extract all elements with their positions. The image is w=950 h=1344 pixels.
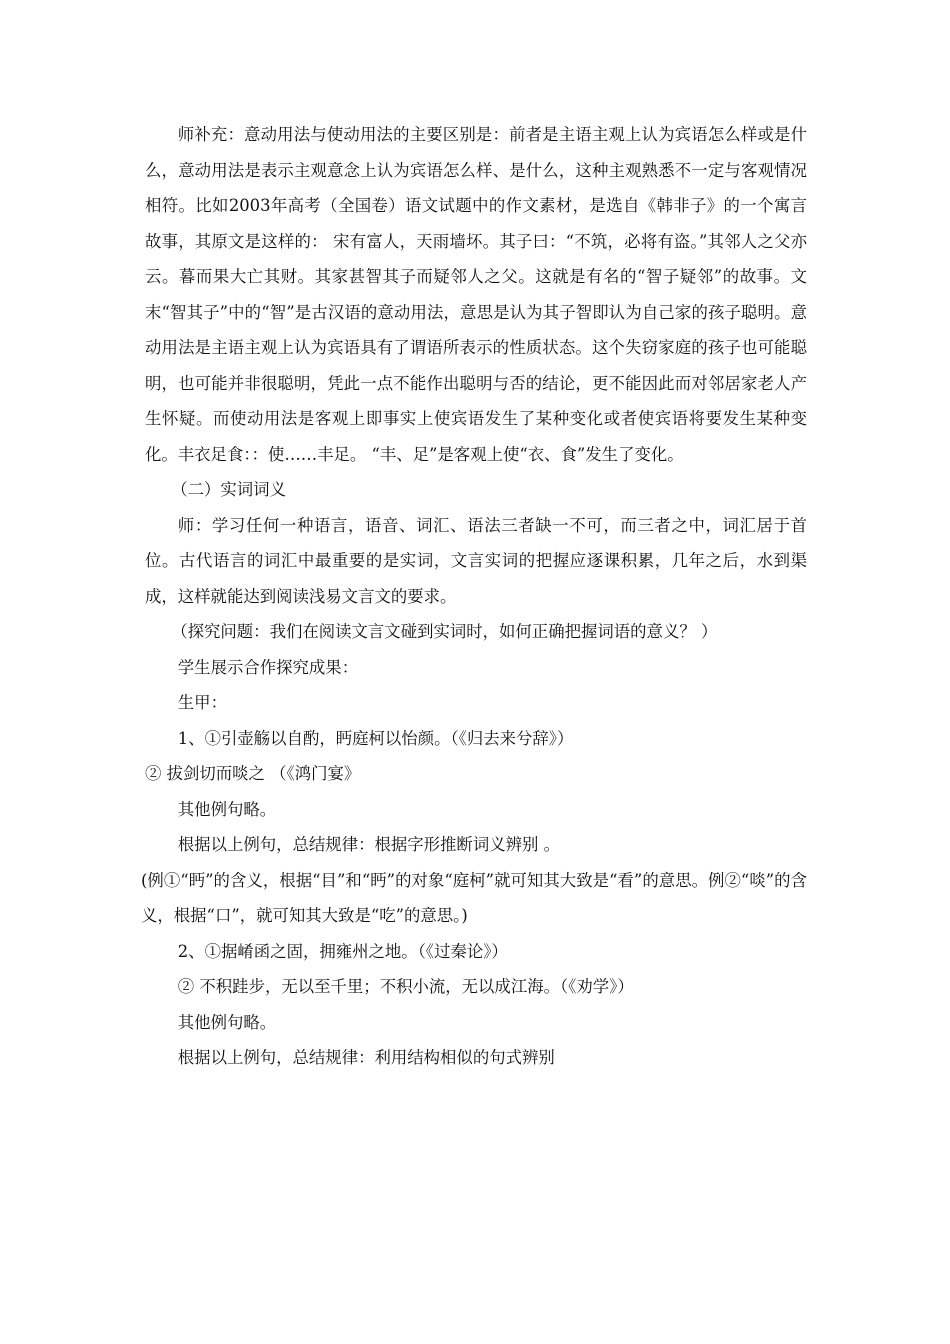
example-2-2: ② 不积跬步，无以至千里；不积小流，无以成江海。（《劝学》） <box>177 977 634 996</box>
paragraph-teacher-vocabulary: 师：学习任何一种语言，语音、词汇、语法三者缺一不可，而三者之中，词汇居于首位。古代语言的词汇中最重要的是实词，文言实词的把握应逐课积累，几年之后，水到渠成，这样就能达到阅读浅易文言文的要求。 <box>145 515 807 606</box>
paragraph-inquiry-question: （探究问题：我们在阅读文言文碰到实词时，如何正确把握词语的意义？ ） <box>171 622 718 641</box>
paragraph-student-results: 学生展示合作探究成果： <box>177 657 359 677</box>
paragraph-student-a: 生甲： <box>177 693 227 712</box>
paragraph-supplement: 师补充：意动用法与使动用法的主要区别是：前者是主语主观上认为宾语怎么样或是什么，意动用法是表示主观意念上认为宾语怎么样、是什么，这种主观熟悉不一定与客观情况相符。比如2003年高考（全国卷）语文试题中的作文素材，是选自《韩非子》的一个寓言故事，其原文是这样的： 宋有富人，天雨墙坏。其子曰：“不筑，必将有盗。”其邻人之父亦云。暮而果大亡其财。其家甚智其子而疑邻人之父。这就是有名的“智子疑邻”的故事。文末“智其子”中的“智”是古汉语的意动用法，意思是认为其子智即认为自己家的孩子聪明。意动用法是主语主观上认为宾语具有了谓语所表示的性质状态。这个失窃家庭的孩子也可能聪明，也可能并非很聪明，凭此一点不能作出聪明与否的结论，更不能因此而对邻居家老人产生怀疑。而使动用法是客观上即事实上使宾语发生了某种变化或者使宾语将要发生某种变化。丰衣足食：：使……丰足。 “丰、足”是客观上使“衣、食”发生了变化。 <box>145 125 807 464</box>
paragraph-rule-2: 根据以上例句，总结规律：利用结构相似的句式辨别 <box>177 1048 555 1067</box>
example-2-1: 2、①据崤函之固，拥雍州之地。（《过秦论》） <box>177 941 508 961</box>
section-heading-content-words: （二）实词词义 <box>171 480 286 499</box>
document-body <box>141 117 807 1076</box>
example-1-1: 1、①引壶觞以自酌，眄庭柯以怡颜。（《归去来兮辞》） <box>177 728 574 748</box>
example-1-2: ② 拔剑切而啖之 （《鸿门宴》 <box>145 764 361 783</box>
paragraph-rule-1: 根据以上例句，总结规律：根据字形推断词义辨别 。 <box>177 835 560 854</box>
paragraph-rule-1-explanation: (例①“眄”的含义，根据“目”和“眄”的对象“庭柯”就可知其大致是“看”的意思。例②“啖”的含义，根据“口”，就可知其大致是“吃”的意思。) <box>141 870 807 925</box>
paragraph-other-examples-2: 其他例句略。 <box>177 1012 277 1032</box>
paragraph-other-examples-1: 其他例句略。 <box>177 799 277 819</box>
